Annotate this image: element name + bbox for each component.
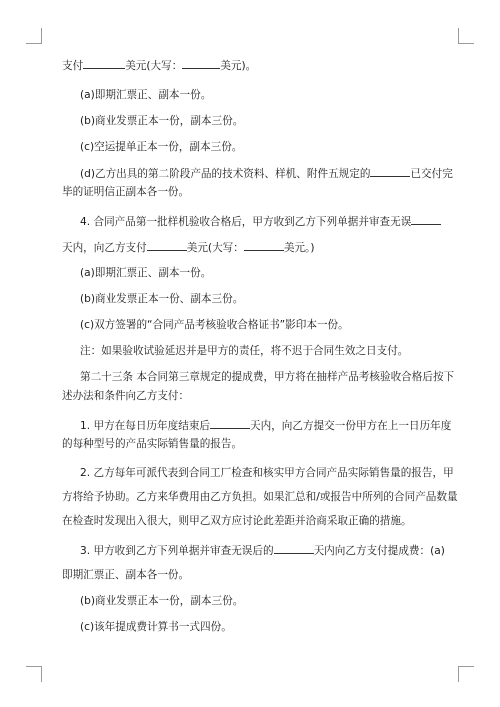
fill-in-blank	[182, 58, 220, 69]
text-line	[0, 214, 500, 229]
text-segment: 毕的证明信正副本各一份。	[62, 186, 190, 198]
text-segment: 美元(大写：	[125, 60, 183, 72]
crop-mark-top-left-v	[41, 28, 42, 44]
text-segment: (b)商业发票正本一份、副本三份。	[80, 293, 244, 305]
text-line	[0, 389, 500, 403]
crop-mark-top-right-v	[458, 28, 459, 44]
fill-in-blank	[147, 240, 187, 251]
fill-in-blank	[244, 240, 284, 251]
fill-in-blank	[411, 214, 441, 225]
text-line	[0, 318, 500, 332]
text-line	[0, 266, 500, 280]
text-segment: 3. 甲方收到乙方下列单据并审查无误后的	[80, 545, 274, 557]
text-line	[0, 240, 500, 255]
text-segment: 已交付完	[410, 168, 453, 180]
text-line	[0, 594, 500, 608]
text-line	[0, 58, 500, 73]
text-line	[0, 140, 500, 154]
text-segment: 天内，向乙方提交一份甲方在上一日历年度	[250, 420, 452, 432]
text-segment: (c)空运提单正本一份，副本三份。	[80, 141, 243, 153]
text-segment: 美元)。	[220, 60, 257, 72]
text-segment: 美元。)	[283, 242, 315, 254]
crop-mark-bottom-right-v	[458, 666, 459, 682]
text-segment: 美元(大写：	[186, 242, 244, 254]
text-segment: 4. 合同产品第一批样机验收合格后，甲方收到乙方下列单据并审查无误	[80, 216, 412, 228]
text-segment: 2. 乙方每年可派代表到合同工厂检查和核实甲方合同产品实际销售量的报告，甲	[80, 467, 454, 479]
text-segment: 支付	[62, 60, 84, 72]
text-line	[0, 292, 500, 306]
text-line	[0, 514, 500, 528]
fill-in-blank	[210, 418, 250, 429]
text-segment: 第二十三条 本合同第三章规定的提成费，甲方将在抽样产品考核验收合格后按下	[80, 371, 455, 383]
text-line	[0, 166, 500, 181]
text-segment: (d)乙方出具的第二阶段产品的技术资料、样机、附件五规定的	[80, 168, 371, 180]
text-segment: (a)即期汇票正、副本一份。	[80, 89, 212, 101]
text-line	[0, 466, 500, 480]
crop-mark-bottom-left-v	[41, 666, 42, 682]
text-segment: 天内，向乙方支付	[62, 242, 147, 254]
text-line	[0, 543, 500, 558]
text-segment: 1. 甲方在每日历年度结束后	[80, 420, 211, 432]
text-segment: 在检查时发现出入很大，则甲乙双方应讨论此差距并洽商采取正确的措施。	[62, 515, 412, 527]
fill-in-blank	[274, 543, 314, 554]
crop-mark-top-right-h	[458, 43, 474, 44]
text-line	[0, 344, 500, 358]
text-line	[0, 568, 500, 582]
text-line	[0, 490, 500, 504]
text-segment: 述办法和条件向乙方支付：	[62, 390, 190, 402]
text-segment: (b)商业发票正本一份，副本三份。	[80, 115, 244, 127]
text-line	[0, 88, 500, 102]
text-segment: 方将给予协助。乙方来华费用由乙方负担。如果汇总和/或报告中所列的合同产品数量	[62, 491, 458, 503]
text-line	[0, 114, 500, 128]
text-segment: 即期汇票正、副本各一份。	[62, 569, 190, 581]
text-line	[0, 185, 500, 199]
text-segment: (a)即期汇票正、副本一份。	[80, 267, 212, 279]
crop-mark-bottom-left-h	[26, 666, 42, 667]
crop-mark-bottom-right-h	[458, 666, 474, 667]
text-line	[0, 370, 500, 384]
text-line	[0, 437, 500, 451]
crop-mark-top-left-h	[26, 43, 42, 44]
text-segment: (c)双方签署的“合同产品考核验收合格证书”影印本一份。	[80, 319, 349, 331]
fill-in-blank	[370, 166, 410, 177]
text-line	[0, 418, 500, 433]
text-segment: (b)商业发票正本一份，副本三份。	[80, 595, 244, 607]
text-segment: 天内向乙方支付提成费：(a)	[313, 545, 445, 557]
text-segment: (c)该年提成费计算书一式四份。	[80, 621, 232, 633]
text-segment: 注：如果验收试验延迟并是甲方的责任，将不迟于合同生效之日支付。	[80, 345, 409, 357]
text-segment: 的每种型号的产品实际销售量的报告。	[62, 438, 243, 450]
fill-in-blank	[83, 58, 125, 69]
text-line	[0, 620, 500, 634]
